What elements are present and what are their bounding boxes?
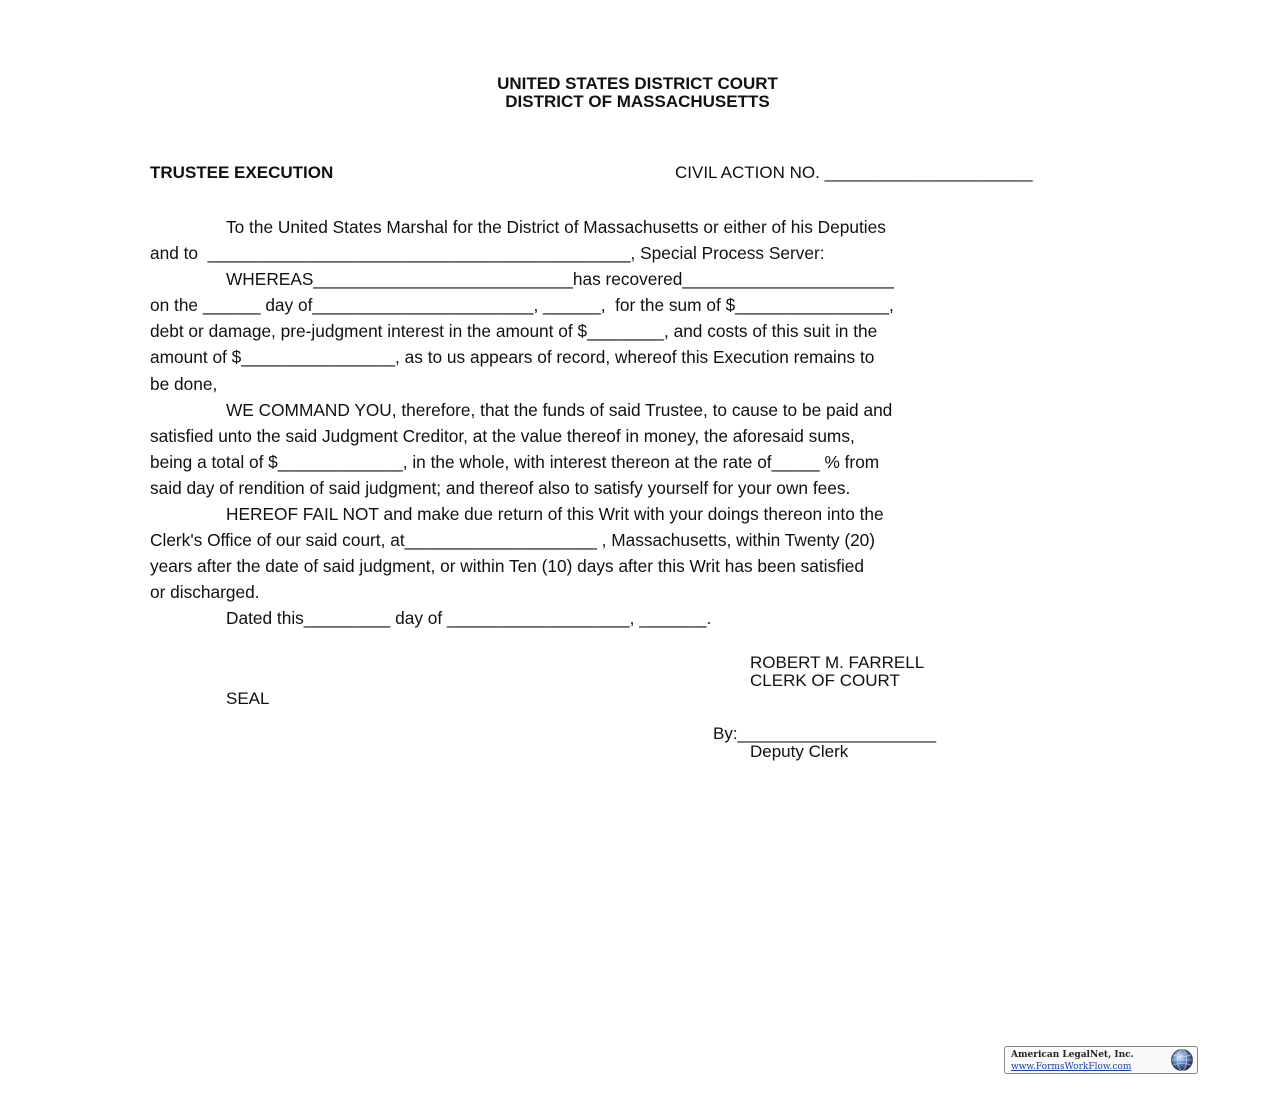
body-line: debt or damage, pre-judgment interest in the amount of $________, and costs of this suit in the xyxy=(150,321,878,342)
body-line: satisfied unto the said Judgment Creditor, at the value thereof in money, the aforesaid sums, xyxy=(150,425,855,446)
globe-icon xyxy=(1170,1048,1194,1072)
body-line: and to ____________________________________________, Special Process Server: xyxy=(150,243,825,264)
clerk-title: CLERK OF COURT xyxy=(750,671,900,690)
body-line: or discharged. xyxy=(150,582,260,603)
deputy-clerk-label: Deputy Clerk xyxy=(750,742,849,761)
body-line: HEREOF FAIL NOT and make due return of this Writ with your doings thereon into the xyxy=(226,504,884,525)
district-name: DISTRICT OF MASSACHUSETTS xyxy=(505,92,770,111)
body-line: on the ______ day of_______________________, ______, for the sum of $________________, xyxy=(150,295,894,316)
caption-row xyxy=(150,163,1130,185)
clerk-name: ROBERT M. FARRELL xyxy=(750,653,925,672)
logo-website-link[interactable]: www.FormsWorkFlow.com xyxy=(1011,1062,1132,1072)
body-line: be done, xyxy=(150,373,218,394)
body-line: Clerk's Office of our said court, at____________________ , Massachusetts, within Twenty (20) xyxy=(150,530,876,551)
seal-label: SEAL xyxy=(226,689,270,708)
body-line: To the United States Marshal for the District of Massachusetts or either of his Deputies xyxy=(226,217,886,237)
body-line: said day of rendition of said judgment; and thereof also to satisfy yourself for your own fees. xyxy=(150,477,851,498)
court-header xyxy=(0,75,1275,111)
body-line: amount of $________________, as to us appears of record, whereof this Execution remains to xyxy=(150,347,875,368)
by-signature-line: By:_____________________ xyxy=(713,724,937,743)
publisher-logo[interactable] xyxy=(1004,1046,1198,1074)
civil-action-number: CIVIL ACTION NO. ______________________ xyxy=(675,163,1033,182)
body-line: WE COMMAND YOU, therefore, that the funds of said Trustee, to cause to be paid and xyxy=(226,399,893,420)
logo-company: American LegalNet, Inc. xyxy=(1011,1050,1134,1060)
court-name: UNITED STATES DISTRICT COURT xyxy=(497,74,778,93)
form-title: TRUSTEE EXECUTION xyxy=(150,163,334,182)
dated-line: Dated this_________ day of ___________________, _______. xyxy=(226,608,712,629)
clerk-signature-block xyxy=(750,654,924,690)
body-line: WHEREAS___________________________has recovered______________________ xyxy=(226,269,894,290)
body-line: years after the date of said judgment, or within Ten (10) days after this Writ has been satisfied xyxy=(150,556,865,577)
writ-body xyxy=(150,214,1112,632)
body-line: being a total of $_____________, in the whole, with interest thereon at the rate of_____ % from xyxy=(150,451,880,472)
